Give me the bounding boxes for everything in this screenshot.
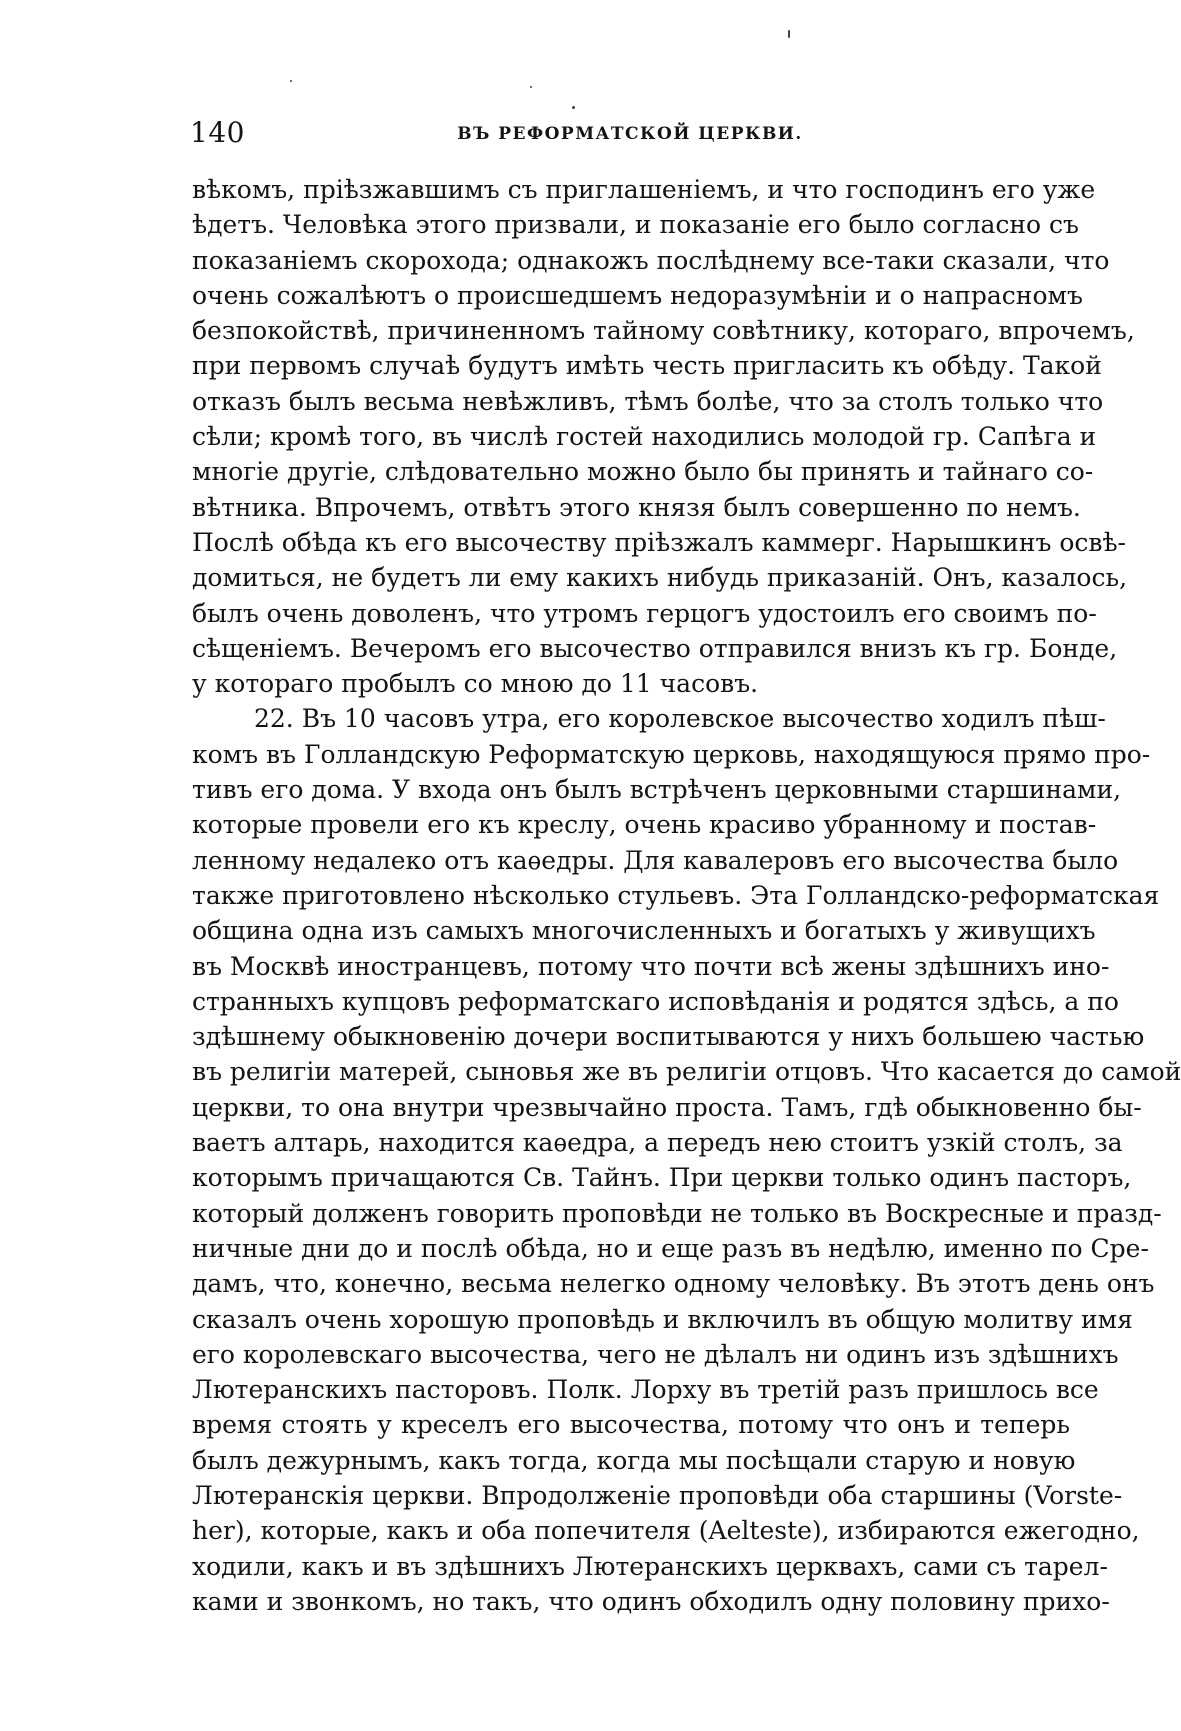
text-line: ваетъ алтарь, находится каѳедра, а передъ нею стоитъ узкій столъ, за — [192, 1128, 1123, 1158]
text-line: вѣтника. Впрочемъ, отвѣтъ этого князя былъ совершенно по немъ. — [192, 492, 1081, 522]
text-line: здѣшнему обыкновенію дочери воспитываются у нихъ большею частью — [192, 1022, 1145, 1052]
text-line: сѣли; кромѣ того, въ числѣ гостей находились молодой гр. Сапѣга и — [192, 422, 1097, 452]
text-line: дамъ, что, конечно, весьма нелегко одному человѣку. Въ этотъ день онъ — [192, 1269, 1155, 1299]
text-line: многіе другіе, слѣдовательно можно было бы принять и тайнаго со- — [192, 457, 1094, 487]
text-line: очень сожалѣютъ о происшедшемъ недоразумѣніи и о напрасномъ — [192, 280, 1083, 310]
text-line: время стоять у креселъ его высочества, потому что онъ и теперь — [192, 1410, 1070, 1440]
text-line: вѣкомъ, пріѣзжавшимъ съ приглашеніемъ, и что господинъ его уже — [192, 175, 1096, 204]
text-line: сказалъ очень хорошую проповѣдь и включилъ въ общую молитву имя — [192, 1304, 1133, 1334]
page-header — [190, 116, 1070, 150]
text-line: Лютеранскихъ пасторовъ. Полк. Лорху въ третій разъ пришлось все — [192, 1375, 1099, 1405]
text-line: домиться, не будетъ ли ему какихъ нибудь приказаній. Онъ, казалось, — [192, 563, 1128, 593]
text-line: въ религіи матерей, сыновья же въ религіи отцовъ. Что касается до самой — [192, 1057, 1181, 1087]
text-line: при первомъ случаѣ будутъ имѣть честь пригласить къ обѣду. Такой — [192, 351, 1102, 381]
paragraph-start-line: 22. Въ 10 часовъ утра, его королевское высочество ходилъ пѣш- — [254, 704, 1106, 734]
text-line: которымъ причащаются Св. Тайнъ. При церкви только одинъ пасторъ, — [192, 1163, 1132, 1193]
text-line: странныхъ купцовъ реформатскаго исповѣданія и родятся здѣсь, а по — [192, 986, 1119, 1016]
text-line: Послѣ обѣда къ его высочеству пріѣзжалъ каммерг. Нарышкинъ освѣ- — [192, 527, 1126, 557]
scan-speck — [530, 86, 532, 88]
text-line: безпокойствѣ, причиненномъ тайному совѣтнику, котораго, впрочемъ, — [192, 316, 1135, 346]
text-line: въ Москвѣ иностранцевъ, потому что почти всѣ жены здѣшнихъ ино- — [192, 951, 1110, 981]
text-line: ками и звонкомъ, но такъ, что одинъ обходилъ одну половину прихо- — [192, 1586, 1110, 1616]
text-line: былъ дежурнымъ, какъ тогда, когда мы посѣщали старую и новую — [192, 1445, 1076, 1475]
text-line: который долженъ говорить проповѣди не только въ Воскресные и празд- — [192, 1198, 1162, 1228]
scan-speck — [290, 80, 292, 82]
scan-speck — [572, 106, 575, 109]
text-line: сѣщеніемъ. Вечеромъ его высочество отправился внизъ къ гр. Бонде, — [192, 633, 1118, 663]
text-line: тивъ его дома. У входа онъ былъ встрѣченъ церковными старшинами, — [192, 775, 1122, 805]
text-line: ничные дни до и послѣ обѣда, но и еще разъ въ недѣлю, именно по Сре- — [192, 1233, 1149, 1263]
body-text — [192, 172, 1181, 1619]
text-line: былъ очень доволенъ, что утромъ герцогъ удостоилъ его своимъ по- — [192, 598, 1097, 628]
running-title: ВЪ РЕФОРМАТСКОЙ ЦЕРКВИ. — [457, 124, 803, 144]
text-line: также приготовлено нѣсколько стульевъ. Эта Голландско-реформатская — [192, 880, 1160, 910]
text-line: ходили, какъ и въ здѣшнихъ Лютеранскихъ церквахъ, сами съ тарел- — [192, 1551, 1108, 1581]
text-line: ленному недалеко отъ каѳедры. Для кавалеровъ его высочества было — [192, 845, 1119, 875]
text-line: отказъ былъ весьма невѣжливъ, тѣмъ болѣе, что за столъ только что — [192, 386, 1104, 416]
text-line: у котораго пробылъ со мною до 11 часовъ. — [192, 669, 759, 699]
text-line: her), которые, какъ и оба попечителя (Aelteste), избираются ежегодно, — [192, 1516, 1140, 1546]
text-line: показаніемъ скорохода; однакожъ послѣднему все-таки сказали, что — [192, 245, 1110, 275]
text-line: ѣдетъ. Человѣка этого призвали, и показаніе его было согласно съ — [192, 210, 1079, 240]
text-line: церкви, то она внутри чрезвычайно проста. Тамъ, гдѣ обыкновенно бы- — [192, 1092, 1142, 1122]
text-line: Лютеранскія церкви. Впродолженіе проповѣди оба старшины (Vorste- — [192, 1480, 1123, 1510]
scan-speck — [788, 30, 790, 38]
text-line: комъ въ Голландскую Реформатскую церковь, находящуюся прямо про- — [192, 739, 1151, 769]
text-line: которые провели его къ креслу, очень красиво убранному и постав- — [192, 810, 1097, 840]
text-line: его королевскаго высочества, чего не дѣлалъ ни одинъ изъ здѣшнихъ — [192, 1339, 1119, 1369]
page-number: 140 — [190, 116, 245, 149]
text-line: община одна изъ самыхъ многочисленныхъ и богатыхъ у живущихъ — [192, 916, 1096, 946]
